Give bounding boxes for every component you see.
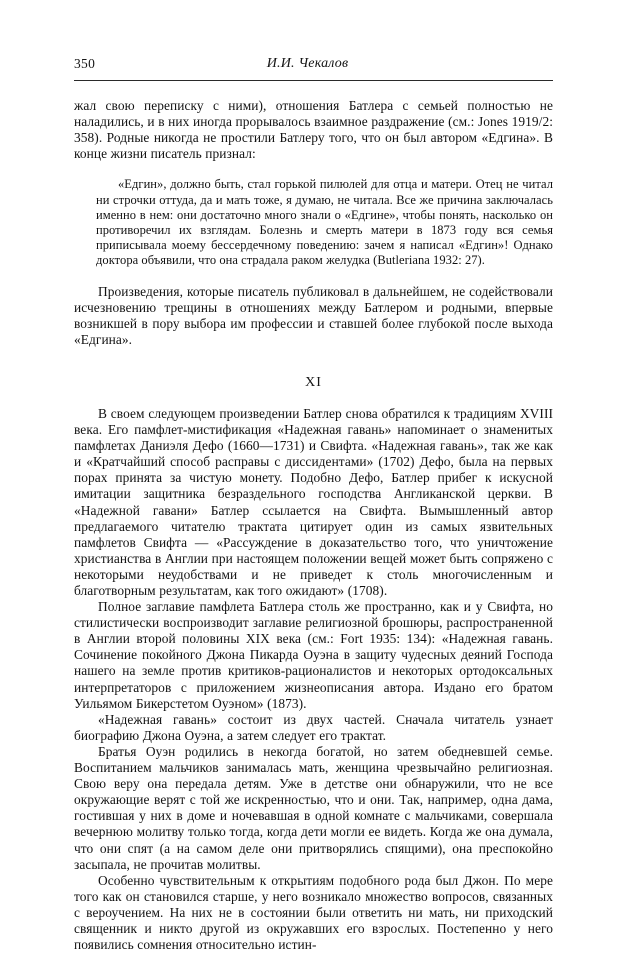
paragraph-3: «Надежная гавань» состоит из двух частей. Сначала читатель узнает биографию Джона Оуэна, а затем следует его трактат.: [74, 711, 553, 743]
spacer: [74, 348, 553, 375]
spacer: [74, 162, 553, 177]
header-rule: [74, 80, 553, 81]
spacer: [74, 269, 553, 284]
paragraph-1: В своем следующем произведении Батлер снова обратился к традициям XVIII века. Его памфлет-мистификация «Надежная гавань» напоминает о знаменитых памфлетах Даниэля Дефо (1660—1731) и Свифта. «Надежная гавань», так же как и «Кратчайший способ расправы с диссидентами» (1702) Дефо, была на первых порах принята за чистую монету. Подобно Дефо, Батлер прибег к искусной имитации защитника безраздельного господства Англиканской церкви. В «Надежной гавани» Батлер ссылается на Свифта. Вымышленный автор предлагаемого читателю трактата цитирует один из самых язвительных памфлетов Свифта — «Рассуждение в доказательство того, что уничтожение христианства в Англии при настоящем положении вещей может быть сопряжено с некоторыми неудобствами и не приведет к столь многочисленным и благотворным результатам, как того ожидают» (1708).: [74, 405, 553, 598]
page-content: [74, 56, 553, 953]
page-number: 350: [74, 56, 96, 71]
running-header: [74, 56, 553, 78]
paragraph-5: Особенно чувствительным к открытиям подобного рода был Джон. По мере того как он становился старше, у него возникало множество вопросов, связанных с вероучением. На них не в состоянии были ответить ни мать, ни приходский священник и никто другой из окружавших его взрослых. Постепенно у него появились сомнения относительно истин-: [74, 872, 553, 953]
chapter-numeral: XI: [305, 374, 322, 390]
paragraph-4: Братья Оуэн родились в некогда богатой, но затем обедневшей семье. Воспитанием мальчиков занималась мать, женщина чрезвычайно религиозная. Свою веру она передала детям. Уже в детстве они обнаружили, что не все окружающие верят с той же искренностью, что и они. Так, например, одна дама, гостившая у них в доме и ночевавшая в одной комнате с мальчиками, совершала вечернюю молитву только тогда, когда дети могли ее видеть. Когда же она думала, что они спят (а на самом деле они притворялись спящими), она преспокойно засыпала, не прочитав молитвы.: [74, 743, 553, 872]
spacer: [74, 391, 553, 406]
paragraph-after-quote: Произведения, которые писатель публиковал в дальнейшем, не содействовали исчезновению трещины в отношениях между Батлером и родными, впервые возникшей в пору выбора им профессии и ставшей более глубокой после выхода «Едгина».: [74, 283, 553, 347]
block-quote: «Едгин», должно быть, стал горькой пилюлей для отца и матери. Отец не читал ни строчки оттуда, да и мать тоже, я думаю, не читала. Все же причина заключалась именно в нем: они достаточно много знали о «Едгине», чтобы понять, насколько он противоречил их взглядам. Болезнь и смерть матери в 1873 году вся семья приписывала моему бессердечному поведению: зачем я написал «Едгин»! Однако доктора объявили, что она страдала раком желудка (Butleriana 1932: 27).: [96, 177, 553, 268]
paragraph-2: Полное заглавие памфлета Батлера столь же пространно, как и у Свифта, но стилистически воспроизводит заглавие религиозной брошюры, распространенной в Англии второй половины XIX века (см.: Fort 1935: 134): «Надежная гавань. Сочинение покойного Джона Пикарда Оуэна в защиту чудесных деяний Господа нашего на земле против критиков-рационалистов и некоторых ортодоксальных интерпретаторов с приложением жизнеописания автора. Издано его братом Уильямом Бикерстетом Оуэном» (1873).: [74, 599, 553, 711]
paragraph-continued: жал свою переписку с ними), отношения Батлера с семьей полностью не наладились, и в них иногда прорывалось взаимное раздражение (см.: Jones 1919/2: 358). Родные никогда не простили Батлеру того, что он был автором «Едгина». В конце жизни писатель признал:: [74, 98, 553, 162]
running-header-author: И.И. Чекалов: [266, 56, 349, 71]
